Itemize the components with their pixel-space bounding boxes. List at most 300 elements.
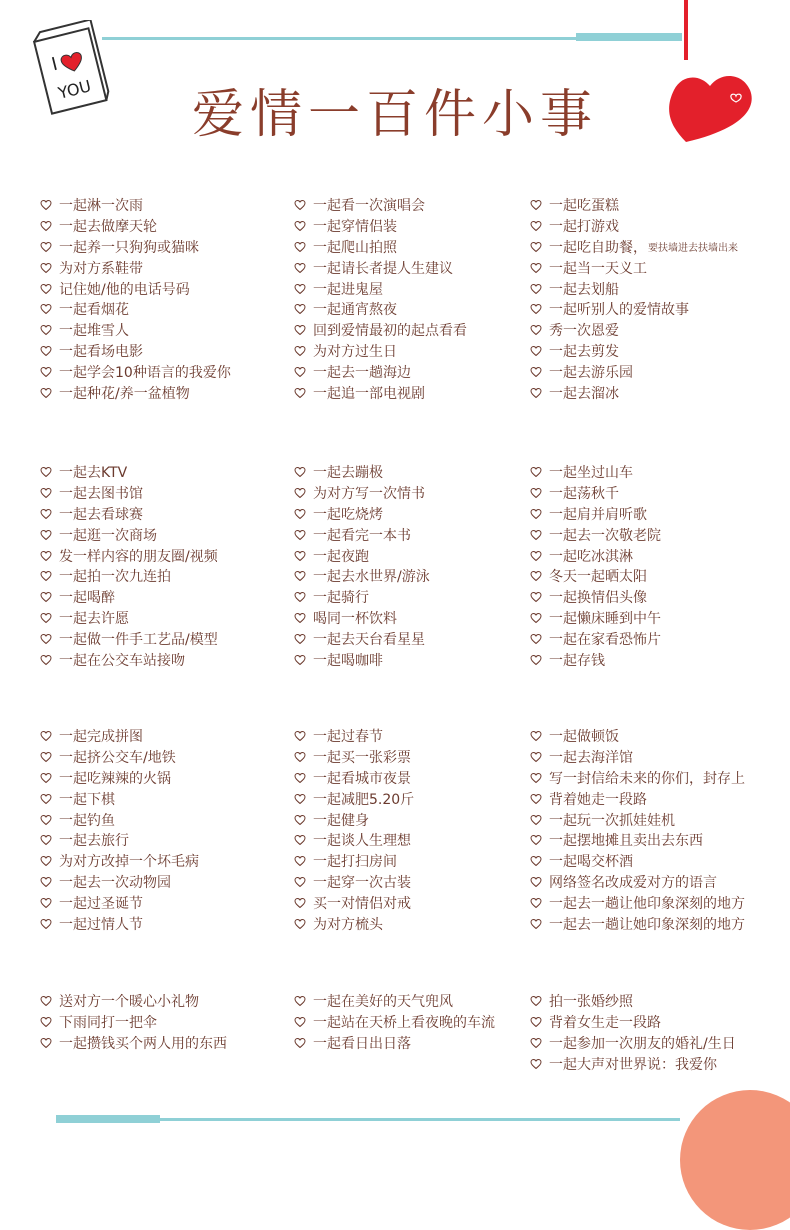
list-item	[530, 768, 780, 789]
heart-outline-icon	[294, 487, 306, 499]
list-item-text: 一起看城市夜景	[313, 770, 411, 787]
list-item	[40, 830, 290, 851]
list-item-text: 一起大声对世界说：我爱你	[549, 1056, 717, 1073]
heart-outline-icon	[294, 897, 306, 909]
heart-outline-icon	[294, 730, 306, 742]
list-item	[294, 991, 544, 1012]
heart-outline-icon	[40, 466, 52, 478]
list-item	[294, 872, 544, 893]
list-item	[40, 628, 290, 649]
list-item-text: 一起买一张彩票	[313, 750, 411, 767]
list-item-text: 一起看烟花	[59, 302, 129, 319]
list-item	[294, 566, 544, 587]
list-item-text: 送对方一个暖心小礼物	[59, 994, 199, 1011]
heart-outline-icon	[40, 855, 52, 867]
list-item	[530, 483, 780, 504]
list-item	[294, 809, 544, 830]
heart-outline-icon	[294, 529, 306, 541]
list-item	[294, 462, 544, 483]
card-letter-i: I	[49, 53, 60, 76]
list-item-text: 写一封信给未来的你们，封存上	[549, 770, 745, 787]
list-item	[40, 809, 290, 830]
list-item-text: 一起在家看恐怖片	[549, 631, 661, 648]
list-item-text: 一起看完一本书	[313, 527, 411, 544]
list-item-text: 一起穿一次古装	[313, 874, 411, 891]
list-item	[530, 809, 780, 830]
list-item-text: 一起去一次动物园	[59, 874, 171, 891]
list-item	[530, 608, 780, 629]
heart-outline-icon	[294, 814, 306, 826]
heart-outline-icon	[530, 633, 542, 645]
heart-outline-icon	[40, 570, 52, 582]
heart-outline-icon	[530, 751, 542, 763]
heart-outline-icon	[530, 772, 542, 784]
list-item-text: 一起去旅行	[59, 833, 129, 850]
list-item	[530, 237, 780, 258]
heart-outline-icon	[294, 345, 306, 357]
list-item	[294, 504, 544, 525]
list-item-text: 一起去KTV	[59, 465, 128, 482]
heart-outline-icon	[40, 241, 52, 253]
list-column	[530, 726, 780, 934]
list-item	[530, 851, 780, 872]
list-item	[530, 726, 780, 747]
bottom-divider-accent	[56, 1115, 160, 1123]
list-item-text: 一起站在天桥上看夜晚的车流	[313, 1015, 495, 1032]
heart-outline-icon	[40, 1016, 52, 1028]
list-item	[530, 1012, 780, 1033]
list-column	[40, 462, 290, 670]
page-title: 爱情一百件小事	[191, 85, 598, 145]
list-item	[40, 237, 290, 258]
list-item-text: 一起过春节	[313, 729, 383, 746]
list-item-text: 一起做顿饭	[549, 729, 619, 746]
heart-outline-icon	[40, 995, 52, 1007]
list-item-text: 一起看日出日落	[313, 1035, 411, 1052]
heart-outline-icon	[294, 387, 306, 399]
list-column	[40, 991, 290, 1053]
list-item	[294, 320, 544, 341]
heart-outline-icon	[294, 366, 306, 378]
list-item-text: 一起去划船	[549, 281, 619, 298]
heart-outline-icon	[530, 241, 542, 253]
list-item	[40, 524, 290, 545]
list-item-text: 一起去天台看星星	[313, 631, 425, 648]
list-item-text: 为对方改掉一个坏毛病	[59, 854, 199, 871]
heart-outline-icon	[530, 612, 542, 624]
list-item	[294, 216, 544, 237]
list-item	[40, 726, 290, 747]
heart-outline-icon	[530, 466, 542, 478]
list-item	[294, 851, 544, 872]
list-item-text: 一起当一天义工	[549, 260, 647, 277]
list-item-text: 一起谈人生理想	[313, 833, 411, 850]
heart-outline-icon	[294, 262, 306, 274]
list-item	[530, 788, 780, 809]
heart-outline-icon	[530, 487, 542, 499]
heart-outline-icon	[40, 283, 52, 295]
list-item-text: 一起养一只狗狗或猫咪	[59, 239, 199, 256]
list-item	[530, 278, 780, 299]
list-item	[40, 1012, 290, 1033]
list-item	[40, 462, 290, 483]
list-item	[40, 747, 290, 768]
card-word-you: YOU	[56, 76, 94, 103]
list-item	[40, 299, 290, 320]
list-item	[40, 649, 290, 670]
list-item-text: 一起完成拼图	[59, 729, 143, 746]
list-item	[294, 257, 544, 278]
list-item-text: 下雨同打一把伞	[59, 1015, 157, 1032]
list-item	[530, 216, 780, 237]
list-item-text: 一起去游乐园	[549, 364, 633, 381]
list-item-text: 一起肩并肩听歌	[549, 506, 647, 523]
list-item	[294, 587, 544, 608]
list-item	[294, 524, 544, 545]
heart-outline-icon	[294, 283, 306, 295]
list-item	[294, 1033, 544, 1054]
list-item-text: 喝同一杯饮料	[313, 610, 397, 627]
heart-outline-icon	[40, 814, 52, 826]
list-item	[530, 1033, 780, 1054]
list-item-text: 一起玩一次抓娃娃机	[549, 812, 675, 829]
list-item-text: 一起去蹦极	[313, 465, 383, 482]
heart-outline-icon	[530, 995, 542, 1007]
list-item	[530, 649, 780, 670]
list-item	[294, 608, 544, 629]
list-item-text: 冬天一起晒太阳	[549, 569, 647, 586]
list-item	[294, 382, 544, 403]
heart-outline-icon	[530, 1016, 542, 1028]
list-item-text: 一起参加一次朋友的婚礼/生日	[549, 1035, 736, 1052]
list-item	[294, 726, 544, 747]
list-item	[530, 504, 780, 525]
list-item-text: 记住她/他的电话号码	[59, 281, 190, 298]
heart-outline-icon	[40, 550, 52, 562]
list-item	[294, 237, 544, 258]
heart-outline-icon	[294, 550, 306, 562]
heart-outline-icon	[40, 529, 52, 541]
heart-outline-icon	[294, 199, 306, 211]
list-item	[40, 768, 290, 789]
list-column	[294, 726, 544, 934]
heart-outline-icon	[40, 303, 52, 315]
heart-outline-icon	[530, 918, 542, 930]
list-item-text: 一起拍一次九连拍	[59, 569, 171, 586]
list-item	[530, 566, 780, 587]
list-item	[294, 747, 544, 768]
list-column	[40, 726, 290, 934]
list-item	[294, 649, 544, 670]
list-item	[40, 257, 290, 278]
heart-outline-icon	[530, 1058, 542, 1070]
list-item-text: 拍一张婚纱照	[549, 994, 633, 1011]
heart-outline-icon	[294, 508, 306, 520]
list-item-text: 一起骑行	[313, 590, 369, 607]
list-item-text: 一起去做摩天轮	[59, 219, 157, 236]
list-item-text: 一起去水世界/游泳	[313, 569, 430, 586]
list-item-text: 回到爱情最初的起点看看	[313, 323, 467, 340]
heart-outline-icon	[40, 772, 52, 784]
list-item-text: 一起去图书馆	[59, 486, 143, 503]
heart-outline-icon	[294, 466, 306, 478]
list-item	[294, 1012, 544, 1033]
list-item-text: 一起堆雪人	[59, 323, 129, 340]
heart-outline-icon	[294, 793, 306, 805]
heart-outline-icon	[530, 814, 542, 826]
heart-outline-icon	[40, 1037, 52, 1049]
list-item-text: 一起做一件手工艺品/模型	[59, 631, 218, 648]
heart-outline-icon	[40, 654, 52, 666]
list-item	[294, 913, 544, 934]
heart-outline-icon	[40, 220, 52, 232]
list-item	[530, 991, 780, 1012]
list-item	[530, 747, 780, 768]
heart-outline-icon	[40, 508, 52, 520]
list-item-text: 网络签名改成爱对方的语言	[549, 874, 717, 891]
heart-outline-icon	[294, 220, 306, 232]
list-item	[294, 830, 544, 851]
list-item	[294, 788, 544, 809]
list-item-text: 为对方系鞋带	[59, 260, 143, 277]
list-item-text: 一起去一趟海边	[313, 364, 411, 381]
list-item	[530, 913, 780, 934]
heart-outline-icon	[530, 855, 542, 867]
list-item-text: 一起打游戏	[549, 219, 619, 236]
heart-outline-icon	[40, 387, 52, 399]
heart-outline-icon	[530, 570, 542, 582]
list-item	[40, 913, 290, 934]
list-item-text: 一起去一趟让他印象深刻的地方	[549, 895, 745, 912]
heart-outline-icon	[294, 876, 306, 888]
list-item-text: 一起去剪发	[549, 343, 619, 360]
heart-outline-icon	[40, 324, 52, 336]
list-item-text: 一起存钱	[549, 652, 605, 669]
list-item-text: 为对方过生日	[313, 343, 397, 360]
list-item	[40, 320, 290, 341]
list-item	[530, 587, 780, 608]
heart-outline-icon	[40, 834, 52, 846]
list-item	[40, 278, 290, 299]
list-item	[40, 382, 290, 403]
list-item	[294, 299, 544, 320]
heart-outline-icon	[530, 199, 542, 211]
list-item-text: 一起吃自助餐，	[549, 239, 647, 256]
heart-outline-icon	[530, 220, 542, 232]
list-item	[294, 278, 544, 299]
heart-outline-icon	[40, 633, 52, 645]
heart-outline-icon	[294, 654, 306, 666]
list-item-text: 一起看场电影	[59, 343, 143, 360]
list-item	[530, 872, 780, 893]
heart-outline-icon	[530, 366, 542, 378]
list-item	[294, 361, 544, 382]
list-item-text: 一起吃辣辣的火锅	[59, 770, 171, 787]
list-item	[530, 545, 780, 566]
list-item	[40, 872, 290, 893]
list-item-text: 秀一次恩爱	[549, 323, 619, 340]
list-item-text: 为对方梳头	[313, 916, 383, 933]
list-item-text: 一起去溜冰	[549, 385, 619, 402]
list-item-text: 背着女生走一段路	[549, 1015, 661, 1032]
list-item	[40, 483, 290, 504]
heart-outline-icon	[294, 751, 306, 763]
heart-outline-icon	[40, 487, 52, 499]
heart-outline-icon	[530, 834, 542, 846]
list-item-text: 一起荡秋千	[549, 486, 619, 503]
list-item-text: 一起去看球赛	[59, 506, 143, 523]
list-item-note: 要扶墙进去扶墙出来	[648, 243, 738, 255]
list-item	[40, 195, 290, 216]
list-item	[40, 851, 290, 872]
list-item-text: 发一样内容的朋友圈/视频	[59, 548, 218, 565]
heart-outline-icon	[294, 591, 306, 603]
list-item	[294, 628, 544, 649]
list-item	[294, 195, 544, 216]
heart-outline-icon	[530, 897, 542, 909]
heart-outline-icon	[530, 550, 542, 562]
list-item-text: 一起看一次演唱会	[313, 198, 425, 215]
heart-outline-icon	[40, 897, 52, 909]
list-item-text: 一起吃冰淇淋	[549, 548, 633, 565]
list-item-text: 一起爬山拍照	[313, 239, 397, 256]
heart-outline-icon	[530, 654, 542, 666]
heart-outline-icon	[40, 612, 52, 624]
heart-outline-icon	[530, 793, 542, 805]
list-item	[40, 504, 290, 525]
heart-outline-icon	[530, 345, 542, 357]
list-column	[530, 991, 780, 1074]
heart-outline-icon	[530, 262, 542, 274]
list-column	[294, 195, 544, 403]
list-item	[40, 991, 290, 1012]
list-item-text: 一起坐过山车	[549, 465, 633, 482]
list-item-text: 一起懒床睡到中午	[549, 610, 661, 627]
list-item	[530, 195, 780, 216]
list-item-text: 一起去海洋馆	[549, 750, 633, 767]
heart-outline-icon	[294, 995, 306, 1007]
list-item-text: 一起打扫房间	[313, 854, 397, 871]
list-item-text: 背着她走一段路	[549, 791, 647, 808]
list-item-text: 一起在美好的天气兜风	[313, 994, 453, 1011]
list-item-text: 一起逛一次商场	[59, 527, 157, 544]
list-item-text: 一起摆地摊且卖出去东西	[549, 833, 703, 850]
heart-outline-icon	[530, 324, 542, 336]
list-item	[294, 483, 544, 504]
list-item	[294, 892, 544, 913]
heart-outline-icon	[294, 855, 306, 867]
list-item-text: 一起吃烧烤	[313, 506, 383, 523]
heart-outline-icon	[40, 876, 52, 888]
list-item	[40, 566, 290, 587]
heart-outline-icon	[40, 793, 52, 805]
top-divider-accent	[576, 33, 682, 41]
list-item	[530, 382, 780, 403]
list-item	[530, 524, 780, 545]
heart-outline-icon	[294, 241, 306, 253]
heart-outline-icon	[530, 508, 542, 520]
list-item	[40, 361, 290, 382]
heart-outline-icon	[40, 345, 52, 357]
list-item-text: 一起吃蛋糕	[549, 198, 619, 215]
corner-circle-decoration	[680, 1090, 790, 1230]
list-column	[294, 991, 544, 1053]
heart-outline-icon	[530, 529, 542, 541]
heart-outline-icon	[530, 283, 542, 295]
list-item-text: 一起喝醉	[59, 590, 115, 607]
heart-outline-icon	[530, 876, 542, 888]
list-item-text: 一起通宵熬夜	[313, 302, 397, 319]
list-item	[40, 1033, 290, 1054]
list-item-text: 一起穿情侣装	[313, 219, 397, 236]
heart-outline-icon	[40, 751, 52, 763]
list-item	[530, 830, 780, 851]
list-item	[40, 587, 290, 608]
list-item-text: 一起学会10种语言的我爱你	[59, 364, 231, 381]
list-item	[40, 892, 290, 913]
list-item-text: 为对方写一次情书	[313, 486, 425, 503]
list-item-text: 一起过圣诞节	[59, 895, 143, 912]
list-item	[40, 788, 290, 809]
list-item	[530, 257, 780, 278]
list-item-text: 买一对情侣对戒	[313, 895, 411, 912]
list-item	[294, 545, 544, 566]
list-item-text: 一起攒钱买个两人用的东西	[59, 1035, 227, 1052]
list-item-text: 一起去许愿	[59, 610, 129, 627]
list-column	[530, 462, 780, 670]
list-item-text: 一起种花/养一盆植物	[59, 385, 190, 402]
heart-outline-icon	[294, 1016, 306, 1028]
list-item	[530, 320, 780, 341]
heart-outline-icon	[40, 730, 52, 742]
heart-outline-icon	[40, 262, 52, 274]
list-item-text: 一起健身	[313, 812, 369, 829]
list-item-text: 一起挤公交车/地铁	[59, 750, 176, 767]
list-item-text: 一起请长者提人生建议	[313, 260, 453, 277]
heart-outline-icon	[294, 612, 306, 624]
heart-outline-icon	[530, 1037, 542, 1049]
heart-outline-icon	[40, 591, 52, 603]
list-item	[530, 299, 780, 320]
list-item-text: 一起过情人节	[59, 916, 143, 933]
list-item	[294, 341, 544, 362]
list-item	[530, 462, 780, 483]
heart-outline-icon	[294, 1037, 306, 1049]
list-item-text: 一起在公交车站接吻	[59, 652, 185, 669]
list-item	[40, 608, 290, 629]
list-item-text: 一起下棋	[59, 791, 115, 808]
list-item-text: 一起进鬼屋	[313, 281, 383, 298]
heart-outline-icon	[294, 633, 306, 645]
list-item-text: 一起喝咖啡	[313, 652, 383, 669]
list-item	[294, 768, 544, 789]
list-item-text: 一起喝交杯酒	[549, 854, 633, 871]
list-item-text: 一起换情侣头像	[549, 590, 647, 607]
heart-outline-icon	[294, 324, 306, 336]
list-item	[530, 361, 780, 382]
heart-outline-icon	[530, 591, 542, 603]
list-item	[530, 892, 780, 913]
heart-outline-icon	[40, 199, 52, 211]
list-item-text: 一起听别人的爱情故事	[549, 302, 689, 319]
heart-outline-icon	[294, 570, 306, 582]
list-column	[530, 195, 780, 403]
list-item	[40, 341, 290, 362]
list-column	[40, 195, 290, 403]
heart-outline-icon	[294, 918, 306, 930]
list-item-text: 一起钓鱼	[59, 812, 115, 829]
heart-outline-icon	[40, 918, 52, 930]
